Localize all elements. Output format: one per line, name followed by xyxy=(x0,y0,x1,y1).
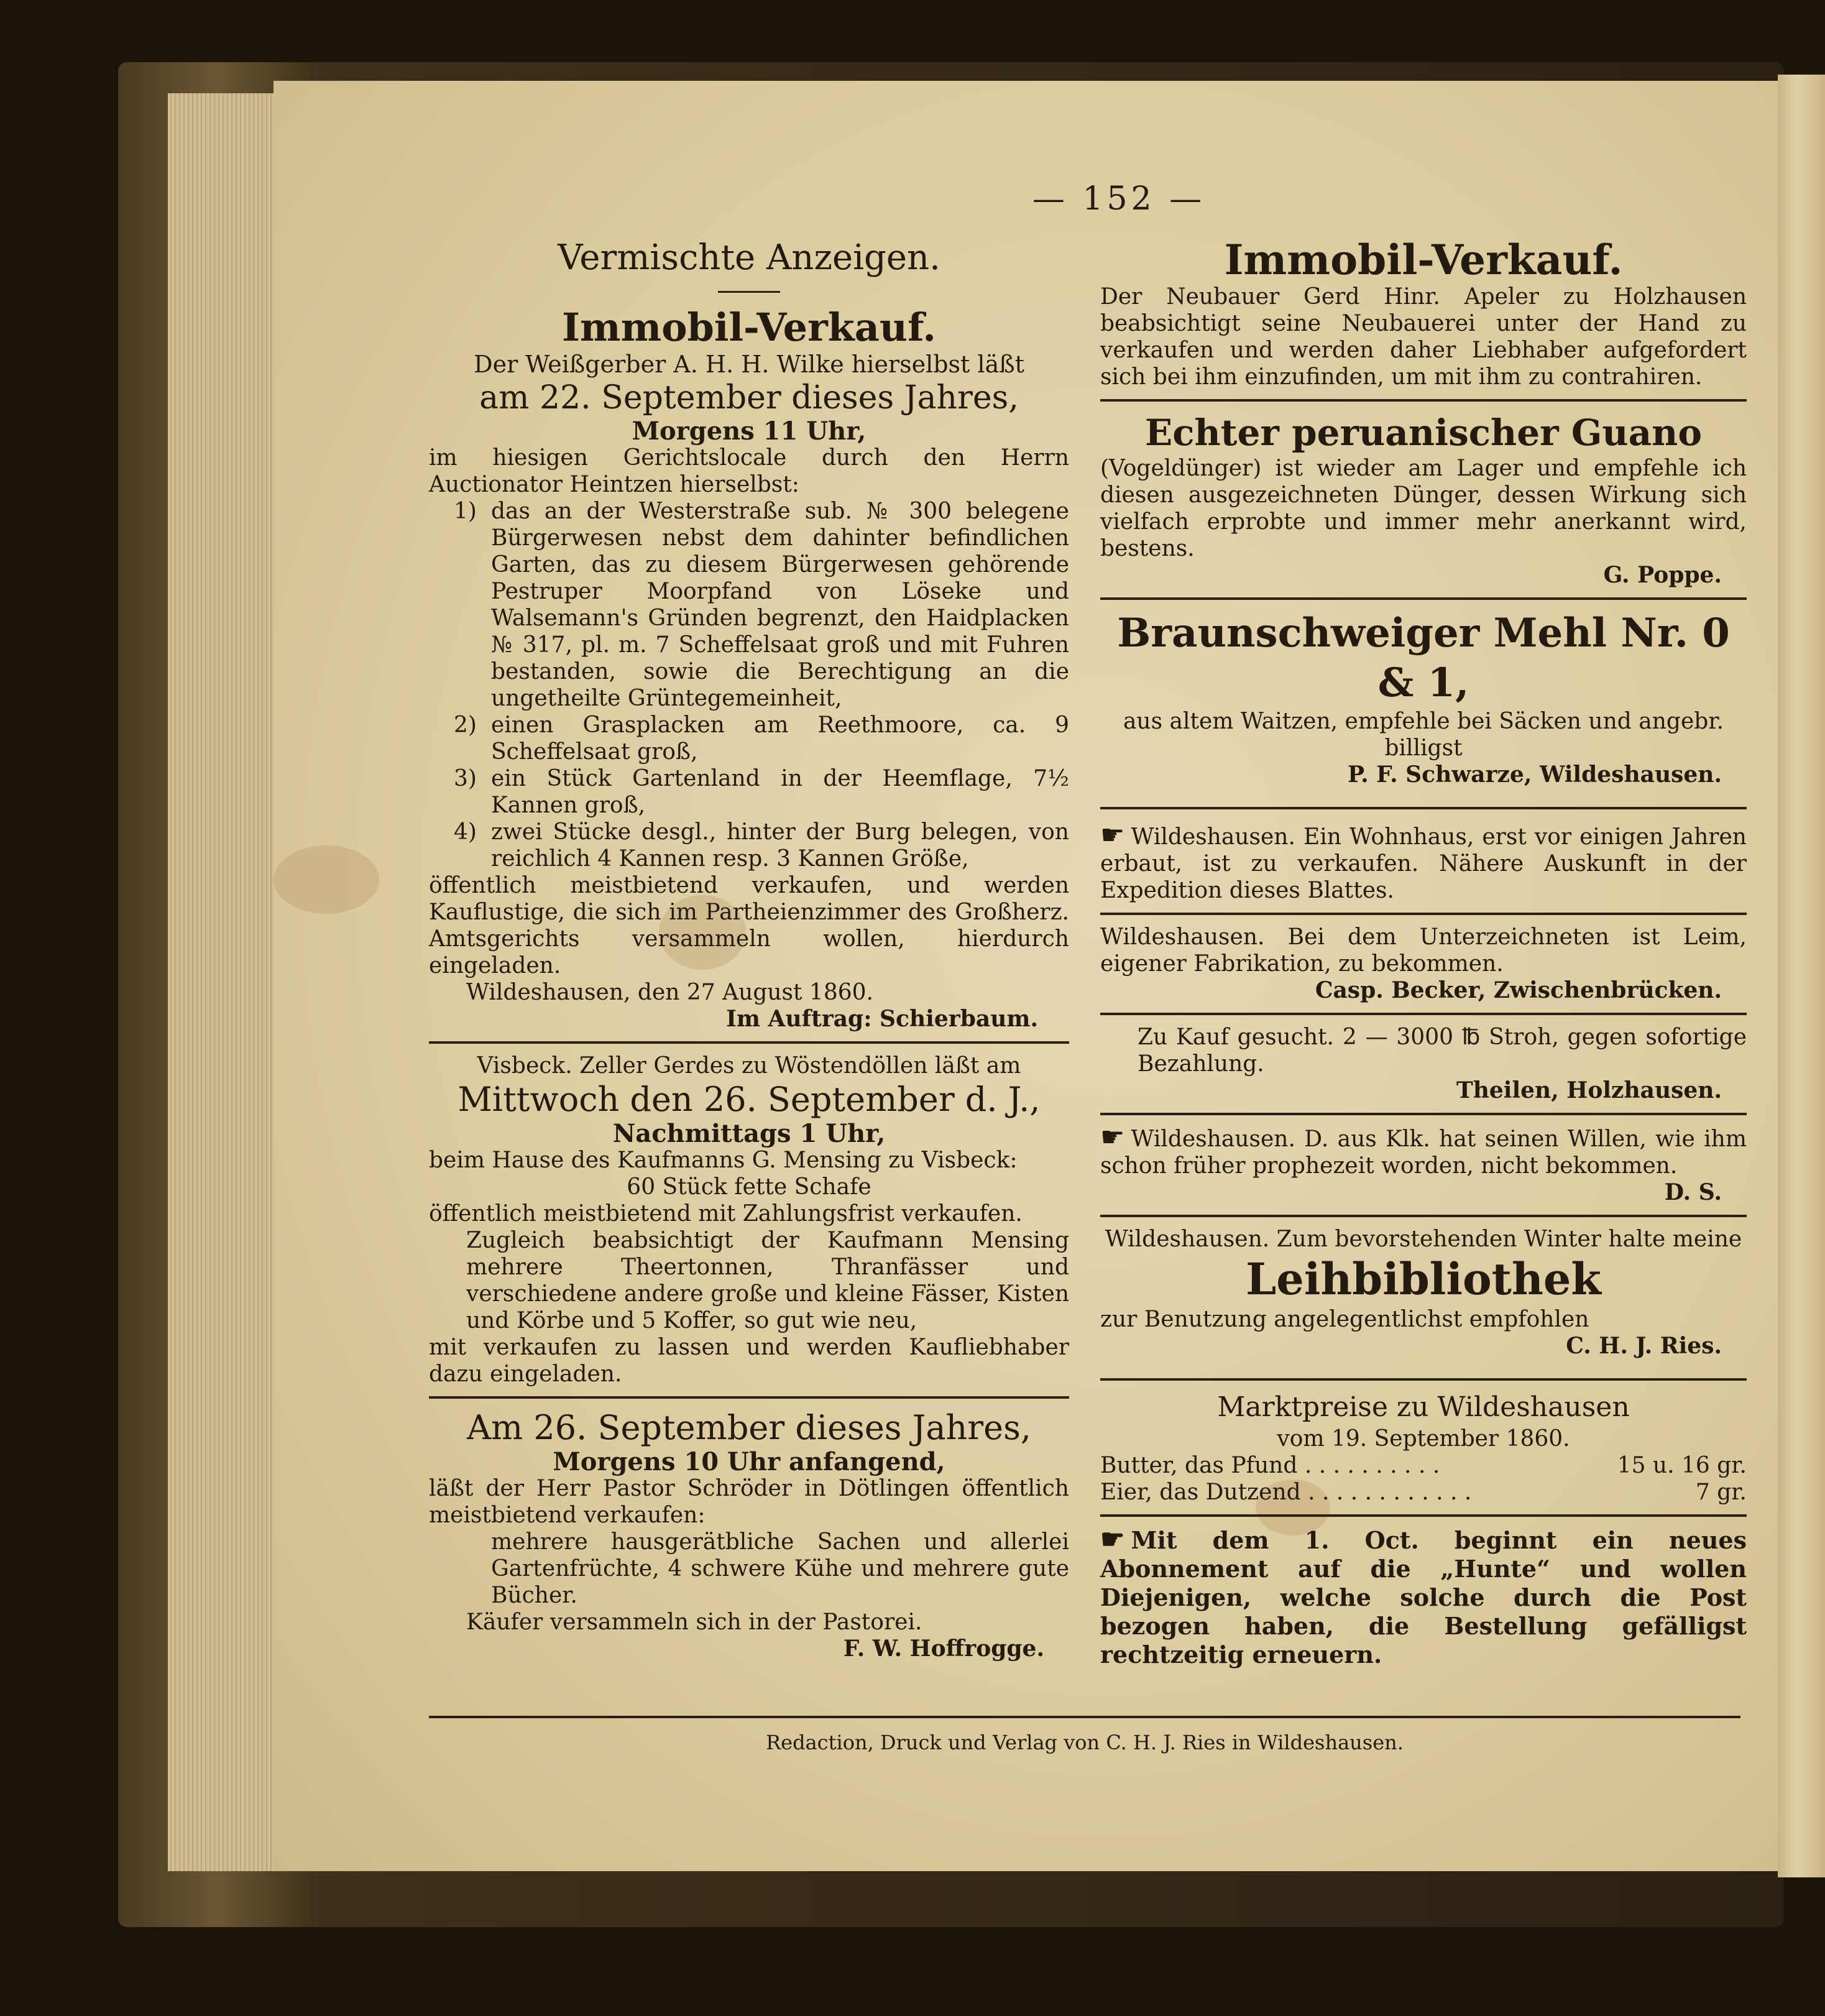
ad-title: Braunschweiger Mehl Nr. 0 & 1, xyxy=(1117,610,1730,706)
market-title: Marktpreise zu Wildeshausen xyxy=(1217,1391,1630,1423)
ad-body: im hiesigen Gerichtslocale durch den Herrn Auctionator Heintzen hierselbst: xyxy=(429,445,1069,497)
ad-body: läßt der Herr Pastor Schröder in Dötlingen öffentlich meistbietend verkaufen: xyxy=(429,1476,1069,1528)
ad-visbeck-schafe xyxy=(429,1052,1069,1388)
ad-body: Der Neubauer Gerd Hinr. Apeler zu Holzhausen beabsichtigt seine Neubauerei unter der Hand zu verkaufen und werden daher Liebhaber aufgefordert sich bei ihm einzufinden, um mit ihm zu contrahiren. xyxy=(1100,284,1747,390)
left-column xyxy=(429,236,1069,1662)
ad-stroh xyxy=(1100,1024,1747,1104)
ad-title: Leihbibliothek xyxy=(1246,1253,1601,1305)
ad-leim xyxy=(1100,924,1747,1004)
ad-intro: Wildeshausen. Zum bevorstehenden Winter halte meine xyxy=(1105,1227,1742,1252)
ad-body: Wildeshausen. Bei dem Unterzeichneten ist Leim, eigener Fabrikation, zu bekommen. xyxy=(1100,924,1747,977)
page-number: — 152 — xyxy=(1032,180,1206,218)
ad-body: zur Benutzung angelegentlichst empfohlen xyxy=(1100,1307,1589,1332)
ad-signature: P. F. Schwarze, Wildeshausen. xyxy=(1347,762,1722,788)
ad-abonnement xyxy=(1100,1526,1747,1669)
ad-signature: G. Poppe. xyxy=(1603,562,1722,588)
divider xyxy=(1100,913,1747,915)
item-text: das an der Westerstraße sub. № 300 belegene Bürgerwesen nebst dem dahinter befindlichen Garten, das zu diesem Bürgerwesen gehörende Pestruper Moorpfand von Löseke und Walsemann's Gründen begrenzt, den Haidplacken № 317, pl. m. 7 Scheffelsaat groß und mit Fuhren bestanden, sowie die Berechtigung an die ungetheilte Grüntegemeinheit, xyxy=(491,499,1069,711)
price-label: Butter, das Pfund . . . . . . . . . . xyxy=(1100,1453,1440,1478)
imprint: Redaction, Druck und Verlag von C. H. J. Ries in Wildeshausen. xyxy=(429,1716,1740,1754)
market-prices xyxy=(1100,1389,1747,1506)
ad-closing: mit verkaufen zu lassen und werden Kaufliebhaber dazu eingeladen. xyxy=(429,1335,1069,1387)
ad-body: (Vogeldünger) ist wieder am Lager und empfehle ich diesen ausgezeichneten Dünger, dessen Wirkung sich vielfach erprobte und immer mehr anerkannt wird, bestens. xyxy=(1100,456,1747,561)
ad-closing: öffentlich meistbietend verkaufen, und werden Kauflustige, die sich im Partheienzimmer des Großherz. Amtsgerichts versammeln wollen, hierdurch eingeladen. xyxy=(429,873,1069,978)
ad-leihbibliothek xyxy=(1100,1226,1747,1360)
item-number: 2) xyxy=(454,712,477,738)
pointing-hand-icon: ☛ xyxy=(1100,1121,1125,1153)
price-row xyxy=(1100,1479,1747,1506)
ad-closing: Käufer versammeln sich in der Pastorei. xyxy=(466,1609,922,1635)
list-item xyxy=(429,498,1069,712)
page-edges xyxy=(168,93,286,1871)
ad-body: Wildeshausen. D. aus Klk. hat seinen Willen, wie ihm schon früher prophezeit worden, nicht bekommen. xyxy=(1100,1126,1747,1179)
price-value: 7 gr. xyxy=(1695,1480,1747,1505)
ad-body: Wildeshausen. Ein Wohnhaus, erst vor einigen Jahren erbaut, ist zu verkaufen. Nähere Auskunft in der Expedition dieses Blattes. xyxy=(1100,824,1747,903)
ad-mehl xyxy=(1100,609,1747,788)
ad-title: Immobil-Verkauf. xyxy=(561,305,937,350)
item-number: 4) xyxy=(454,819,477,845)
ad-time: Morgens 11 Uhr, xyxy=(632,417,867,446)
divider xyxy=(1100,1013,1747,1015)
ad-title: Echter peruanischer Guano xyxy=(1144,412,1703,454)
pointing-hand-icon: ☛ xyxy=(1100,819,1125,851)
item-number: 1) xyxy=(454,499,477,524)
ad-place-date: Wildeshausen, den 27 August 1860. xyxy=(466,980,873,1005)
divider xyxy=(1100,1113,1747,1115)
ad-prophezeiung xyxy=(1100,1121,1747,1206)
ad-item: 60 Stück fette Schafe xyxy=(627,1174,871,1200)
ad-date: am 22. September dieses Jahres, xyxy=(479,379,1019,417)
ad-signature: D. S. xyxy=(1664,1179,1722,1205)
next-page-edge xyxy=(1778,75,1825,1877)
divider xyxy=(718,291,780,293)
ad-immobil-verkauf-apeler xyxy=(1100,236,1747,390)
ad-time: Nachmittags 1 Uhr, xyxy=(612,1119,886,1148)
ad-signature: Im Auftrag: Schierbaum. xyxy=(726,1006,1038,1032)
ad-immobil-verkauf-wilke xyxy=(429,304,1069,1033)
ad-time: Morgens 10 Uhr anfangend, xyxy=(553,1447,945,1476)
ad-signature: Casp. Becker, Zwischenbrücken. xyxy=(1315,977,1722,1003)
item-number: 3) xyxy=(454,766,477,791)
divider xyxy=(429,1041,1069,1044)
list-item xyxy=(429,712,1069,765)
divider xyxy=(1100,1215,1747,1217)
pointing-hand-icon: ☛ xyxy=(1100,1524,1125,1555)
ad-items: mehrere hausgerätbliche Sachen und allerlei Gartenfrüchte, 4 schwere Kühe und mehrere gute Bücher. xyxy=(491,1529,1069,1608)
ad-signature: Theilen, Holzhausen. xyxy=(1456,1077,1722,1103)
divider xyxy=(1100,1514,1747,1517)
section-title: Vermischte Anzeigen. xyxy=(558,237,940,278)
ad-intro: Der Weißgerber A. H. H. Wilke hierselbst läßt xyxy=(474,351,1024,378)
divider xyxy=(1100,1378,1747,1381)
foxing-stain xyxy=(274,845,379,914)
list-item xyxy=(429,819,1069,872)
divider xyxy=(429,1396,1069,1399)
ad-signature: C. H. J. Ries. xyxy=(1566,1333,1722,1359)
price-row xyxy=(1100,1452,1747,1479)
right-column xyxy=(1100,236,1747,1669)
ad-title: Immobil-Verkauf. xyxy=(1224,236,1623,284)
ad-body: Zu Kauf gesucht. 2 — 3000 ℔ Stroh, gegen sofortige Bezahlung. xyxy=(1138,1024,1747,1077)
item-text: einen Grasplacken am Reethmoore, ca. 9 Scheffelsaat groß, xyxy=(491,712,1069,765)
item-text: zwei Stücke desgl., hinter der Burg belegen, von reichlich 4 Kannen resp. 3 Kannen Größe, xyxy=(491,819,1069,872)
market-date: vom 19. September 1860. xyxy=(1277,1426,1570,1452)
divider xyxy=(1100,597,1747,600)
ad-sale: öffentlich meistbietend mit Zahlungsfrist verkaufen. xyxy=(429,1201,1023,1227)
ad-place: beim Hause des Kaufmanns G. Mensing zu Visbeck: xyxy=(429,1148,1018,1173)
price-label: Eier, das Dutzend . . . . . . . . . . . . xyxy=(1100,1480,1472,1505)
ad-intro: Visbeck. Zeller Gerdes zu Wöstendöllen läßt am xyxy=(477,1053,1021,1079)
ad-signature: F. W. Hoffrogge. xyxy=(843,1636,1044,1662)
ad-guano xyxy=(1100,410,1747,589)
ad-body: Mit dem 1. Oct. beginnt ein neues Abonnement auf die „Hunte“ und wollen Diejenigen, welche solche durch die Post bezogen haben, die Bestellung gefälligst rechtzeitig erneuern. xyxy=(1100,1526,1747,1668)
divider xyxy=(1100,807,1747,809)
divider xyxy=(1100,399,1747,402)
list-item xyxy=(429,765,1069,819)
ad-wohnhaus xyxy=(1100,819,1747,904)
item-text: ein Stück Gartenland in der Heemflage, 7½ Kannen groß, xyxy=(491,766,1069,818)
ad-body: aus altem Waitzen, empfehle bei Säcken und angebr. billigst xyxy=(1123,709,1724,761)
ad-pastor-schroeder xyxy=(429,1407,1069,1662)
ad-extra: Zugleich beabsichtigt der Kaufmann Mensing mehrere Theertonnen, Thranfässer und verschiedene andere große und kleine Fässer, Kisten und Körbe und 5 Koffer, so gut wie neu, xyxy=(466,1228,1069,1333)
price-value: 15 u. 16 gr. xyxy=(1617,1453,1747,1478)
ad-date: Mittwoch den 26. September d. J., xyxy=(457,1080,1041,1119)
ad-date: Am 26. September dieses Jahres, xyxy=(467,1408,1031,1447)
